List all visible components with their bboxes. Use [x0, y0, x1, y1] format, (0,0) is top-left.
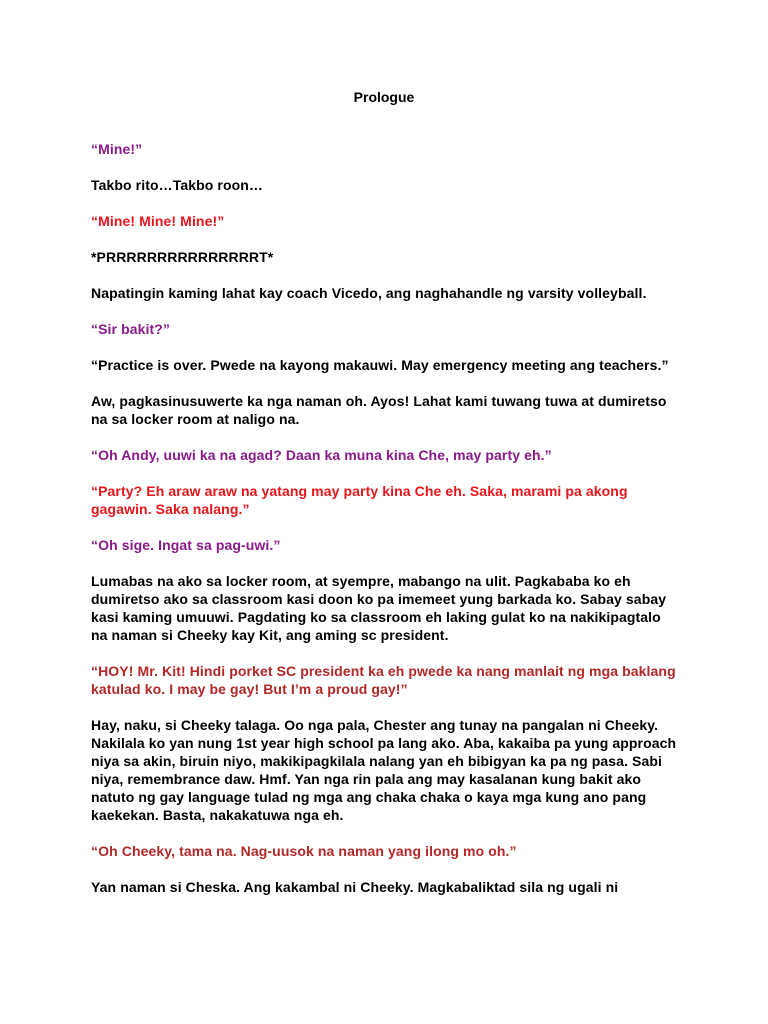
paragraph-8: Aw, pagkasinusuwerte ka nga naman oh. Ayos! Lahat kami tuwang tuwa at dumiretso na sa locker room at naligo na.	[91, 393, 667, 427]
document-body	[91, 140, 681, 914]
paragraph-16: Yan naman si Cheska. Ang kakambal ni Cheeky. Magkabaliktad sila ng ugali ni	[91, 879, 619, 895]
paragraph-10: “Party? Eh araw araw na yatang may party kina Che eh. Saka, marami pa akong gagawin. Saka nalang.”	[91, 483, 628, 517]
paragraph-5: Napatingin kaming lahat kay coach Vicedo, ang naghahandle ng varsity volleyball.	[91, 285, 647, 301]
paragraph-4: *PRRRRRRRRRRRRRRRT*	[91, 249, 274, 265]
paragraph-3: “Mine! Mine! Mine!”	[91, 213, 225, 229]
paragraph-14: Hay, naku, si Cheeky talaga. Oo nga pala, Chester ang tunay na pangalan ni Cheeky. Nakilala ko yan nung 1st year high school pa lang ako. Aba, kakaiba pa yung approach niya sa akin, biruin niyo, makikipagkilala nalang yan eh bibigyan ka pa ng pasa. Sabi niya, remembrance daw. Hmf. Yan nga rin pala ang may kasalanan kung bakit ako natuto ng gay language tulad ng mga ang chaka chaka o kaya mga kung ano pang kaekekan. Basta, nakakatuwa nga eh.	[91, 717, 677, 823]
paragraph-12: Lumabas na ako sa locker room, at syempre, mabango na ulit. Pagkababa ko eh dumiretso ako sa classroom kasi doon ko pa imemeet yung barkada ko. Sabay sabay kasi kaming umuuwi. Pagdating ko sa classroom eh laking gulat ko na nakikipagtalo na naman si Cheeky kay Kit, ang aming sc president.	[91, 573, 667, 643]
paragraph-13: “HOY! Mr. Kit! Hindi porket SC president ka eh pwede ka nang manlait ng mga baklang katulad ko. I may be gay! But I’m a proud gay!”	[91, 663, 676, 697]
paragraph-7: “Practice is over. Pwede na kayong makauwi. May emergency meeting ang teachers.”	[91, 357, 669, 373]
paragraph-11: “Oh sige. Ingat sa pag-uwi.”	[91, 537, 281, 553]
paragraph-6: “Sir bakit?”	[91, 321, 170, 337]
paragraph-2: Takbo rito…Takbo roon…	[91, 177, 264, 193]
paragraph-9: “Oh Andy, uuwi ka na agad? Daan ka muna kina Che, may party eh.”	[91, 447, 552, 463]
paragraph-15: “Oh Cheeky, tama na. Nag-uusok na naman yang ilong mo oh.”	[91, 843, 517, 859]
page-title: Prologue	[353, 89, 415, 105]
paragraph-1: “Mine!”	[91, 141, 143, 157]
